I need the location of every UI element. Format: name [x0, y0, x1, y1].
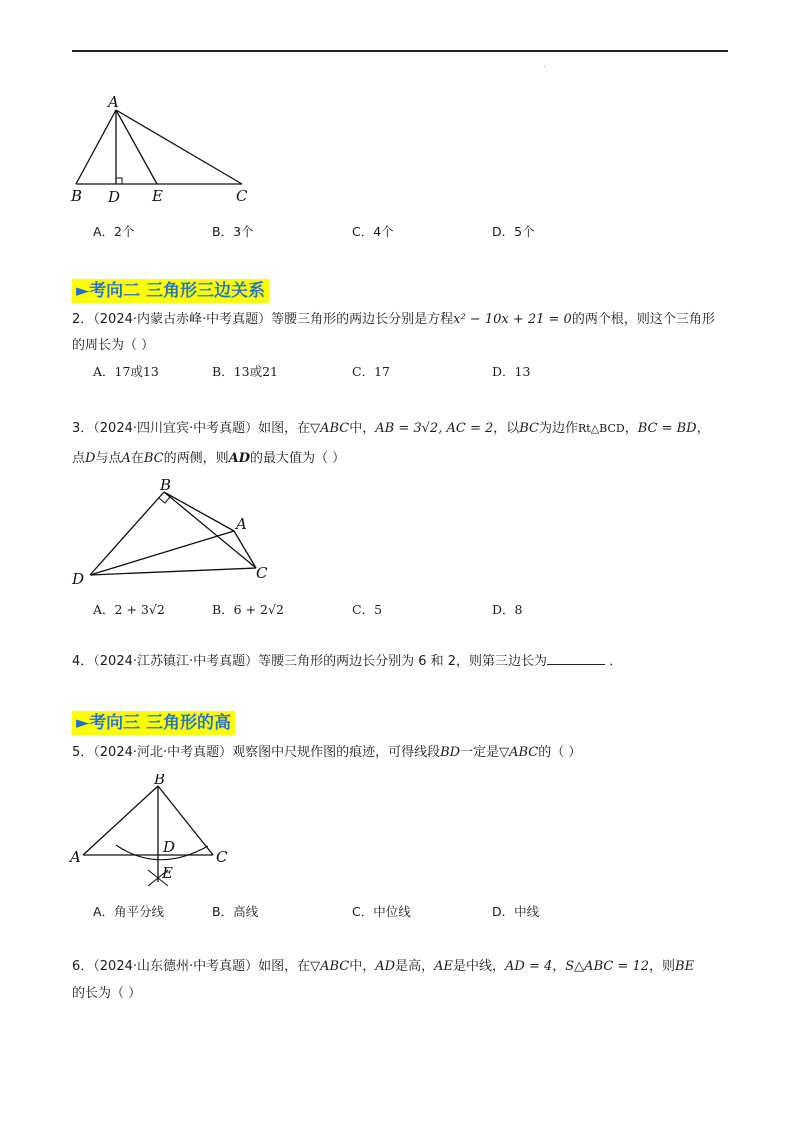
q3-label-a: A: [236, 515, 247, 533]
q3-right-angle: [159, 497, 170, 503]
section-heading-3: [72, 711, 235, 735]
q6-condition-1: AD = 4: [505, 959, 553, 974]
section-arrow-icon: ►: [76, 281, 90, 301]
q6-ad: AD: [375, 959, 396, 974]
q2-prefix: 2．（2024·内蒙古赤峰·中考真题）等腰三角形的两边长分别是方程: [72, 312, 454, 327]
q5-figure: [68, 774, 238, 899]
q5-label-a: A: [70, 848, 81, 866]
q5-label-b: B: [154, 774, 166, 788]
q1-line-ae: [116, 110, 157, 184]
q5-line-ba: [83, 786, 158, 855]
q3-prefix: 3．（2024·四川宜宾·中考真题）如图，在: [72, 421, 311, 436]
q2-line1: [72, 307, 732, 333]
q1-option-c[interactable]: C．4个: [352, 224, 394, 239]
q4-text: 4．（2024·江苏镇江·中考真题）等腰三角形的两边长分别为 6 和 2，则第三边长为: [72, 654, 548, 669]
q1-option-a[interactable]: A．2个: [93, 224, 135, 239]
q3-option-a[interactable]: A．2 + 3√2: [93, 602, 165, 617]
q1-figure: [68, 92, 258, 207]
q1-option-d[interactable]: D．5个: [492, 224, 535, 239]
q6-comma: ，: [552, 959, 566, 974]
q3-l2e: 的最大值为（ ）: [250, 451, 346, 466]
q5-option-b[interactable]: B．高线: [212, 904, 259, 919]
q5-bd: BD: [440, 745, 461, 760]
q2-option-b[interactable]: B．13或21: [212, 364, 278, 379]
q6-mid3: 是中线，: [453, 959, 506, 974]
q1-line-ac: [116, 110, 242, 184]
q2-option-d[interactable]: D．13: [492, 364, 531, 379]
q3-line2: [72, 446, 732, 472]
q2-option-c[interactable]: C．17: [352, 364, 390, 379]
q3-label-d: D: [72, 570, 85, 588]
q1-option-b[interactable]: B．3个: [212, 224, 254, 239]
q1-label-c: C: [236, 187, 248, 205]
q5-triangle: ▽ABC: [499, 745, 539, 760]
q2-option-a[interactable]: A．17或13: [93, 364, 159, 379]
q3-option-d[interactable]: D．8: [492, 602, 523, 617]
q5-label-d: D: [163, 838, 176, 856]
q3-figure: [68, 474, 288, 589]
header-dot: .: [543, 60, 546, 69]
q3-label-b: B: [160, 476, 172, 494]
q1-label-d: D: [108, 188, 121, 206]
q1-label-b: B: [71, 187, 83, 205]
q1-label-e: E: [152, 187, 163, 205]
q5-suffix: 的（ ）: [538, 745, 582, 760]
q5-prefix: 5．（2024·河北·中考真题）观察图中尺规作图的痕迹，可得线段: [72, 745, 441, 760]
q5-option-c[interactable]: C．中位线: [352, 904, 411, 919]
q3-mid2: ，以: [493, 421, 520, 436]
q3-rt-triangle: Rt△BCD: [578, 422, 625, 435]
q3-end: ，: [696, 421, 710, 436]
section-title: 考向二 三角形三边关系: [89, 281, 265, 301]
q3-a: A: [121, 451, 131, 466]
q6-mid1: 中，: [349, 959, 376, 974]
q3-triangle: ▽ABC: [310, 421, 350, 436]
q4-end: ．: [609, 654, 623, 669]
q6-prefix: 6．（2024·山东德州·中考真题）如图，在: [72, 959, 311, 974]
q5-label-c: C: [216, 848, 228, 866]
q3-bc2: BC: [143, 451, 164, 466]
q3-line-da: [90, 531, 234, 575]
q3-line-ba: [164, 492, 234, 531]
q3-option-b[interactable]: B．6 + 2√2: [212, 602, 284, 617]
q5-label-e: E: [162, 864, 173, 882]
q3-ad: AD: [228, 451, 251, 466]
q5-mid: 一定是: [460, 745, 500, 760]
q3-bc: BC: [519, 421, 539, 436]
q6-line2: 的长为（ ）: [72, 986, 142, 1001]
q4-answer-blank[interactable]: [547, 650, 605, 665]
section-heading-2: [72, 279, 269, 303]
q3-condition-2: BC = BD: [637, 421, 697, 436]
q6-line1: [72, 954, 732, 980]
header-rule: [72, 50, 728, 52]
q3-line-ac: [234, 531, 256, 568]
q1-label-a: A: [108, 93, 119, 111]
q3-l2c: 在: [130, 451, 144, 466]
q2-suffix: 的两个根，则这个三角形: [571, 312, 715, 327]
q3-line-dc: [90, 568, 256, 575]
q6-be: BE: [675, 959, 695, 974]
q3-line1: [72, 416, 732, 442]
q2-line2: 的周长为（ ）: [72, 338, 155, 353]
q3-mid1: 中，: [349, 421, 376, 436]
q6-mid2: 是高，: [395, 959, 435, 974]
q3-option-c[interactable]: C．5: [352, 602, 383, 617]
q3-d: D: [85, 451, 96, 466]
q3-line-bd: [90, 492, 164, 575]
q4-line: [72, 649, 732, 675]
q6-triangle: ▽ABC: [310, 959, 350, 974]
q3-l2b: 与点: [95, 451, 122, 466]
q6-ae: AE: [434, 959, 453, 974]
q5-line1: [72, 740, 732, 766]
q3-l2a: 点: [72, 451, 86, 466]
q1-right-angle: [116, 178, 122, 184]
q3-comma: ，: [624, 421, 638, 436]
section-title: 考向三 三角形的高: [89, 713, 231, 733]
q5-option-d[interactable]: D．中线: [492, 904, 540, 919]
q2-equation: x² − 10x + 21 = 0: [453, 312, 572, 327]
section-arrow-icon: ►: [76, 713, 90, 733]
q5-arc-upper: [116, 845, 208, 860]
q3-label-c: C: [256, 564, 268, 582]
q5-option-a[interactable]: A．角平分线: [93, 904, 165, 919]
q1-line-ab: [76, 110, 116, 184]
q3-condition-1: AB = 3√2, AC = 2: [375, 421, 494, 436]
q6-mid4: ，则: [649, 959, 676, 974]
q3-mid3: 为边作: [539, 421, 579, 436]
q3-l2d: 的两侧，则: [163, 451, 229, 466]
q6-condition-2: S△ABC = 12: [565, 959, 650, 974]
